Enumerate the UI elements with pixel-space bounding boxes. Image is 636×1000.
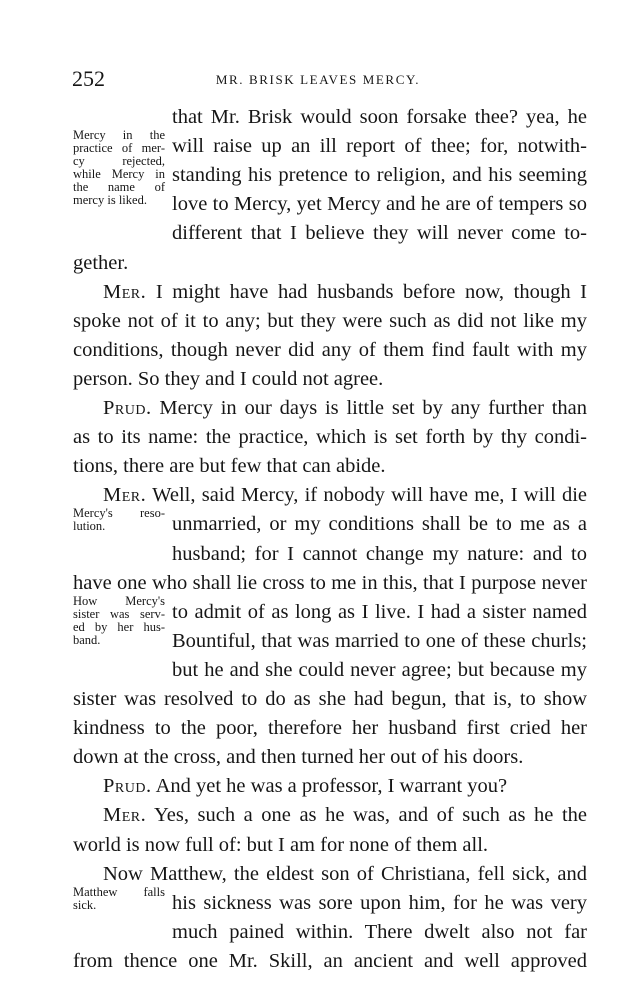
text-line: his sickness was sore upon him, for he was very xyxy=(172,892,587,914)
text-line: as to its name: the practice, which is set forth by thy condi- xyxy=(73,426,587,448)
text-line: conditions, though never did any of them find fault with my xyxy=(73,339,587,361)
margin-note: Matthew falls sick. xyxy=(73,885,165,912)
speaker-label: Mer. xyxy=(103,804,147,826)
text-line: Bountiful, that was married to one of these churls; xyxy=(172,630,587,652)
text-line: tions, there are but few that can abide. xyxy=(73,455,386,477)
speaker-label: Prud. xyxy=(103,775,152,797)
text-line: unmarried, or my conditions shall be to me as a xyxy=(172,513,587,535)
text-line: husband; for I cannot change my nature: and to xyxy=(172,543,587,565)
page-number: 252 xyxy=(72,66,105,91)
margin-note: Mercy's reso- lution. xyxy=(73,506,165,533)
margin-note: Mercy in the practice of mer- cy rejected, while Mercy in the name of mercy is liked. xyxy=(73,128,165,207)
speaker-label: Mer. xyxy=(103,281,147,303)
text-line: sister was resolved to do as she had begun, that is, to show xyxy=(73,688,587,710)
text-line: standing his pretence to religion, and his seeming xyxy=(172,164,587,186)
speaker-label: Prud. xyxy=(103,397,152,419)
text-line: will raise up an ill report of thee; for, notwith- xyxy=(172,135,587,157)
text-line: but he and she could never agree; but because my xyxy=(172,659,587,681)
text-line: gether. xyxy=(73,252,129,274)
text-line: much pained within. There dwelt also not far xyxy=(172,921,587,943)
text-line: different that I believe they will never come to- xyxy=(172,222,587,244)
text-line: person. So they and I could not agree. xyxy=(73,368,384,390)
text-line: Mer. Well, said Mercy, if nobody will have me, I will die xyxy=(103,484,587,506)
margin-note: How Mercy's sister was serv- ed by her hus- band. xyxy=(73,594,165,647)
text-line: world is now full of: but I am for none of them all. xyxy=(73,834,489,856)
text-line: Prud. And yet he was a professor, I warrant you? xyxy=(103,775,508,797)
text-line: kindness to the poor, therefore her husband first cried her xyxy=(73,717,587,739)
text-line: from thence one Mr. Skill, an ancient and well approved xyxy=(73,950,587,972)
text-line: Mer. I might have had husbands before now, though I xyxy=(103,281,587,303)
text-line: spoke not of it to any; but they were such as did not like my xyxy=(73,310,587,332)
text-line: to admit of as long as I live. I had a sister named xyxy=(172,601,587,623)
text-line: love to Mercy, yet Mercy and he are of tempers so xyxy=(172,193,587,215)
text-line: Now Matthew, the eldest son of Christiana, fell sick, and xyxy=(103,863,587,885)
text-line: Prud. Mercy in our days is little set by any further than xyxy=(103,397,587,419)
running-head: MR. BRISK LEAVES MERCY. xyxy=(215,72,421,87)
text-line: down at the cross, and then turned her out of his doors. xyxy=(73,746,524,768)
text-line: that Mr. Brisk would soon forsake thee? yea, he xyxy=(172,106,587,128)
text-line: have one who shall lie cross to me in this, that I purpose never xyxy=(73,572,587,594)
speaker-label: Mer. xyxy=(103,484,147,506)
text-line: Mer. Yes, such a one as he was, and of such as he the xyxy=(103,804,587,826)
